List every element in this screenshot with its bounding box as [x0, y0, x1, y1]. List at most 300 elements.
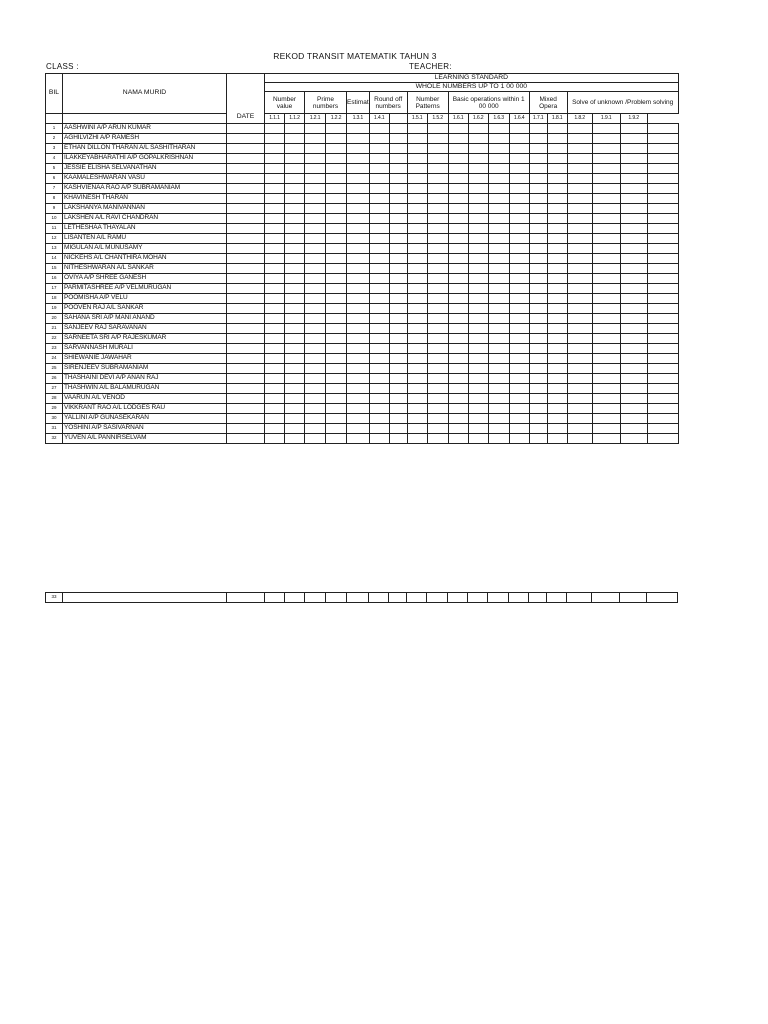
mark-cell[interactable] [389, 264, 407, 274]
mark-cell[interactable] [369, 344, 389, 354]
mark-cell[interactable] [620, 344, 647, 354]
mark-cell[interactable] [326, 224, 347, 234]
mark-cell[interactable] [369, 424, 389, 434]
mark-cell[interactable] [326, 414, 347, 424]
mark-cell[interactable] [567, 124, 592, 134]
mark-cell[interactable] [592, 254, 620, 264]
mark-cell[interactable] [529, 294, 547, 304]
mark-cell[interactable] [488, 434, 509, 444]
mark-cell[interactable] [468, 224, 488, 234]
mark-cell[interactable] [547, 174, 567, 184]
mark-cell[interactable] [389, 424, 407, 434]
mark-cell[interactable] [369, 284, 389, 294]
mark-cell[interactable] [427, 314, 448, 324]
mark-cell[interactable] [305, 434, 326, 444]
mark-cell[interactable] [547, 284, 567, 294]
date-cell[interactable] [227, 154, 265, 164]
mark-cell[interactable] [567, 284, 592, 294]
mark-cell[interactable] [369, 244, 389, 254]
date-cell[interactable] [227, 304, 265, 314]
mark-cell[interactable] [326, 384, 347, 394]
date-cell[interactable] [227, 164, 265, 174]
mark-cell[interactable] [468, 264, 488, 274]
mark-cell[interactable] [347, 184, 370, 194]
mark-cell[interactable] [547, 274, 567, 284]
mark-cell[interactable] [389, 324, 407, 334]
mark-cell[interactable] [592, 364, 620, 374]
mark-cell[interactable] [529, 304, 547, 314]
mark-cell[interactable] [509, 414, 529, 424]
date-cell[interactable] [227, 214, 265, 224]
mark-cell[interactable] [326, 394, 347, 404]
date-cell[interactable] [227, 294, 265, 304]
mark-cell[interactable] [369, 254, 389, 264]
mark-cell[interactable] [265, 134, 285, 144]
mark-cell[interactable] [305, 324, 326, 334]
mark-cell[interactable] [592, 144, 620, 154]
mark-cell[interactable] [488, 404, 509, 414]
mark-cell[interactable] [592, 284, 620, 294]
mark-cell[interactable] [305, 244, 326, 254]
mark-cell[interactable] [592, 334, 620, 344]
mark-cell[interactable] [389, 344, 407, 354]
mark-cell[interactable] [265, 264, 285, 274]
mark-cell[interactable] [488, 224, 509, 234]
mark-cell[interactable] [369, 194, 389, 204]
mark-cell[interactable] [468, 294, 488, 304]
mark-cell[interactable] [488, 134, 509, 144]
mark-cell[interactable] [509, 364, 529, 374]
mark-cell[interactable] [647, 204, 678, 214]
mark-cell[interactable] [468, 354, 488, 364]
mark-cell[interactable] [305, 184, 326, 194]
mark-cell[interactable] [592, 124, 620, 134]
mark-cell[interactable] [509, 424, 529, 434]
mark-cell[interactable] [620, 224, 647, 234]
mark-cell[interactable] [620, 234, 647, 244]
mark-cell[interactable] [347, 304, 370, 314]
mark-cell[interactable] [468, 154, 488, 164]
mark-cell[interactable] [427, 264, 448, 274]
mark-cell[interactable] [567, 344, 592, 354]
mark-cell[interactable] [647, 384, 678, 394]
mark-cell[interactable] [347, 384, 370, 394]
mark-cell[interactable] [529, 314, 547, 324]
mark-cell[interactable] [305, 314, 326, 324]
mark-cell[interactable] [407, 274, 427, 284]
mark-cell[interactable] [407, 254, 427, 264]
mark-cell[interactable] [509, 184, 529, 194]
mark-cell[interactable] [468, 204, 488, 214]
mark-cell[interactable] [427, 204, 448, 214]
mark-cell[interactable] [305, 304, 326, 314]
mark-cell[interactable] [647, 404, 678, 414]
mark-cell[interactable] [389, 314, 407, 324]
mark-cell[interactable] [285, 194, 305, 204]
mark-cell[interactable] [285, 304, 305, 314]
date-cell[interactable] [227, 174, 265, 184]
mark-cell[interactable] [547, 374, 567, 384]
mark-cell[interactable] [326, 174, 347, 184]
mark-cell[interactable] [305, 294, 326, 304]
mark-cell[interactable] [488, 304, 509, 314]
mark-cell[interactable] [567, 224, 592, 234]
mark-cell[interactable] [407, 424, 427, 434]
mark-cell[interactable] [647, 254, 678, 264]
date-cell[interactable] [227, 414, 265, 424]
mark-cell[interactable] [369, 184, 389, 194]
mark-cell[interactable] [468, 434, 488, 444]
mark-cell[interactable] [285, 364, 305, 374]
date-cell[interactable] [227, 244, 265, 254]
mark-cell[interactable] [285, 324, 305, 334]
mark-cell[interactable] [567, 194, 592, 204]
mark-cell[interactable] [647, 194, 678, 204]
mark-cell[interactable] [285, 374, 305, 384]
mark-cell[interactable] [347, 174, 370, 184]
mark-cell[interactable] [285, 264, 305, 274]
mark-cell[interactable] [285, 294, 305, 304]
mark-cell[interactable] [529, 334, 547, 344]
mark-cell[interactable] [326, 424, 347, 434]
mark-cell[interactable] [448, 234, 468, 244]
mark-cell[interactable] [620, 154, 647, 164]
mark-cell[interactable] [448, 344, 468, 354]
mark-cell[interactable] [488, 414, 509, 424]
mark-cell[interactable] [389, 164, 407, 174]
mark-cell[interactable] [547, 164, 567, 174]
mark-cell[interactable] [647, 334, 678, 344]
mark-cell[interactable] [468, 274, 488, 284]
date-cell[interactable] [227, 374, 265, 384]
date-cell[interactable] [227, 593, 265, 603]
mark-cell[interactable] [305, 414, 326, 424]
mark-cell[interactable] [620, 254, 647, 264]
mark-cell[interactable] [427, 404, 448, 414]
mark-cell[interactable] [427, 124, 448, 134]
mark-cell[interactable] [509, 294, 529, 304]
mark-cell[interactable] [567, 384, 592, 394]
mark-cell[interactable] [265, 164, 285, 174]
mark-cell[interactable] [305, 144, 326, 154]
mark-cell[interactable] [488, 354, 509, 364]
mark-cell[interactable] [547, 294, 567, 304]
mark-cell[interactable] [265, 144, 285, 154]
mark-cell[interactable] [509, 214, 529, 224]
mark-cell[interactable] [407, 214, 427, 224]
mark-cell[interactable] [326, 593, 347, 603]
mark-cell[interactable] [488, 284, 509, 294]
mark-cell[interactable] [509, 324, 529, 334]
mark-cell[interactable] [285, 144, 305, 154]
mark-cell[interactable] [488, 214, 509, 224]
mark-cell[interactable] [369, 174, 389, 184]
mark-cell[interactable] [305, 254, 326, 264]
mark-cell[interactable] [326, 274, 347, 284]
mark-cell[interactable] [427, 144, 448, 154]
mark-cell[interactable] [592, 304, 620, 314]
mark-cell[interactable] [509, 124, 529, 134]
mark-cell[interactable] [567, 234, 592, 244]
mark-cell[interactable] [488, 254, 509, 264]
mark-cell[interactable] [509, 374, 529, 384]
mark-cell[interactable] [347, 354, 370, 364]
mark-cell[interactable] [547, 354, 567, 364]
mark-cell[interactable] [369, 324, 389, 334]
mark-cell[interactable] [427, 184, 448, 194]
mark-cell[interactable] [509, 204, 529, 214]
mark-cell[interactable] [427, 374, 448, 384]
mark-cell[interactable] [448, 134, 468, 144]
mark-cell[interactable] [305, 284, 326, 294]
mark-cell[interactable] [647, 124, 678, 134]
mark-cell[interactable] [326, 134, 347, 144]
mark-cell[interactable] [592, 414, 620, 424]
mark-cell[interactable] [448, 294, 468, 304]
mark-cell[interactable] [389, 224, 407, 234]
mark-cell[interactable] [529, 344, 547, 354]
mark-cell[interactable] [448, 414, 468, 424]
mark-cell[interactable] [488, 324, 509, 334]
mark-cell[interactable] [488, 194, 509, 204]
mark-cell[interactable] [488, 154, 509, 164]
mark-cell[interactable] [529, 404, 547, 414]
mark-cell[interactable] [347, 424, 370, 434]
mark-cell[interactable] [567, 164, 592, 174]
mark-cell[interactable] [592, 224, 620, 234]
mark-cell[interactable] [567, 334, 592, 344]
mark-cell[interactable] [305, 214, 326, 224]
mark-cell[interactable] [592, 274, 620, 284]
mark-cell[interactable] [547, 134, 567, 144]
mark-cell[interactable] [468, 144, 488, 154]
mark-cell[interactable] [509, 234, 529, 244]
mark-cell[interactable] [389, 194, 407, 204]
mark-cell[interactable] [509, 264, 529, 274]
mark-cell[interactable] [620, 144, 647, 154]
mark-cell[interactable] [448, 324, 468, 334]
mark-cell[interactable] [389, 134, 407, 144]
mark-cell[interactable] [647, 424, 678, 434]
mark-cell[interactable] [389, 384, 407, 394]
mark-cell[interactable] [347, 154, 370, 164]
mark-cell[interactable] [369, 434, 389, 444]
mark-cell[interactable] [265, 304, 285, 314]
mark-cell[interactable] [468, 384, 488, 394]
mark-cell[interactable] [407, 124, 427, 134]
mark-cell[interactable] [369, 404, 389, 414]
mark-cell[interactable] [389, 244, 407, 254]
mark-cell[interactable] [529, 174, 547, 184]
mark-cell[interactable] [647, 434, 678, 444]
mark-cell[interactable] [448, 164, 468, 174]
mark-cell[interactable] [305, 264, 326, 274]
mark-cell[interactable] [488, 244, 509, 254]
mark-cell[interactable] [468, 304, 488, 314]
mark-cell[interactable] [647, 174, 678, 184]
mark-cell[interactable] [620, 194, 647, 204]
mark-cell[interactable] [265, 593, 285, 603]
mark-cell[interactable] [347, 204, 370, 214]
mark-cell[interactable] [265, 404, 285, 414]
mark-cell[interactable] [389, 364, 407, 374]
mark-cell[interactable] [468, 593, 488, 603]
mark-cell[interactable] [620, 204, 647, 214]
mark-cell[interactable] [448, 354, 468, 364]
mark-cell[interactable] [265, 314, 285, 324]
mark-cell[interactable] [468, 284, 488, 294]
mark-cell[interactable] [509, 384, 529, 394]
mark-cell[interactable] [509, 164, 529, 174]
mark-cell[interactable] [347, 314, 370, 324]
mark-cell[interactable] [620, 124, 647, 134]
mark-cell[interactable] [285, 274, 305, 284]
mark-cell[interactable] [547, 124, 567, 134]
mark-cell[interactable] [529, 434, 547, 444]
mark-cell[interactable] [529, 124, 547, 134]
date-cell[interactable] [227, 284, 265, 294]
mark-cell[interactable] [326, 264, 347, 274]
mark-cell[interactable] [369, 154, 389, 164]
mark-cell[interactable] [369, 334, 389, 344]
mark-cell[interactable] [389, 124, 407, 134]
mark-cell[interactable] [347, 254, 370, 264]
mark-cell[interactable] [567, 304, 592, 314]
mark-cell[interactable] [567, 184, 592, 194]
mark-cell[interactable] [427, 384, 448, 394]
mark-cell[interactable] [647, 264, 678, 274]
mark-cell[interactable] [407, 164, 427, 174]
mark-cell[interactable] [369, 384, 389, 394]
mark-cell[interactable] [647, 214, 678, 224]
mark-cell[interactable] [369, 354, 389, 364]
mark-cell[interactable] [468, 334, 488, 344]
mark-cell[interactable] [265, 234, 285, 244]
mark-cell[interactable] [620, 264, 647, 274]
mark-cell[interactable] [407, 294, 427, 304]
mark-cell[interactable] [265, 204, 285, 214]
mark-cell[interactable] [647, 154, 678, 164]
mark-cell[interactable] [326, 154, 347, 164]
mark-cell[interactable] [647, 344, 678, 354]
mark-cell[interactable] [529, 324, 547, 334]
mark-cell[interactable] [265, 154, 285, 164]
mark-cell[interactable] [285, 164, 305, 174]
mark-cell[interactable] [592, 354, 620, 364]
mark-cell[interactable] [547, 224, 567, 234]
mark-cell[interactable] [407, 434, 427, 444]
mark-cell[interactable] [547, 344, 567, 354]
mark-cell[interactable] [305, 374, 326, 384]
mark-cell[interactable] [265, 214, 285, 224]
mark-cell[interactable] [567, 434, 592, 444]
mark-cell[interactable] [592, 593, 620, 603]
mark-cell[interactable] [427, 593, 448, 603]
date-cell[interactable] [227, 134, 265, 144]
mark-cell[interactable] [326, 214, 347, 224]
mark-cell[interactable] [407, 374, 427, 384]
date-cell[interactable] [227, 384, 265, 394]
mark-cell[interactable] [567, 214, 592, 224]
mark-cell[interactable] [347, 374, 370, 384]
mark-cell[interactable] [647, 144, 678, 154]
mark-cell[interactable] [265, 124, 285, 134]
mark-cell[interactable] [547, 404, 567, 414]
mark-cell[interactable] [285, 434, 305, 444]
mark-cell[interactable] [547, 154, 567, 164]
mark-cell[interactable] [407, 234, 427, 244]
mark-cell[interactable] [592, 424, 620, 434]
mark-cell[interactable] [567, 244, 592, 254]
mark-cell[interactable] [326, 234, 347, 244]
mark-cell[interactable] [448, 314, 468, 324]
mark-cell[interactable] [305, 134, 326, 144]
mark-cell[interactable] [488, 264, 509, 274]
mark-cell[interactable] [620, 134, 647, 144]
mark-cell[interactable] [592, 174, 620, 184]
mark-cell[interactable] [265, 394, 285, 404]
mark-cell[interactable] [488, 314, 509, 324]
mark-cell[interactable] [285, 154, 305, 164]
mark-cell[interactable] [448, 264, 468, 274]
mark-cell[interactable] [488, 204, 509, 214]
mark-cell[interactable] [647, 414, 678, 424]
mark-cell[interactable] [389, 414, 407, 424]
mark-cell[interactable] [468, 164, 488, 174]
mark-cell[interactable] [488, 374, 509, 384]
mark-cell[interactable] [547, 254, 567, 264]
mark-cell[interactable] [265, 424, 285, 434]
mark-cell[interactable] [407, 404, 427, 414]
mark-cell[interactable] [488, 424, 509, 434]
mark-cell[interactable] [326, 124, 347, 134]
mark-cell[interactable] [509, 304, 529, 314]
mark-cell[interactable] [347, 593, 369, 603]
mark-cell[interactable] [305, 154, 326, 164]
mark-cell[interactable] [347, 394, 370, 404]
mark-cell[interactable] [567, 134, 592, 144]
mark-cell[interactable] [427, 154, 448, 164]
mark-cell[interactable] [389, 144, 407, 154]
mark-cell[interactable] [326, 204, 347, 214]
mark-cell[interactable] [620, 304, 647, 314]
mark-cell[interactable] [547, 194, 567, 204]
mark-cell[interactable] [369, 124, 389, 134]
mark-cell[interactable] [647, 244, 678, 254]
mark-cell[interactable] [448, 374, 468, 384]
mark-cell[interactable] [468, 244, 488, 254]
mark-cell[interactable] [547, 334, 567, 344]
mark-cell[interactable] [592, 404, 620, 414]
mark-cell[interactable] [567, 274, 592, 284]
mark-cell[interactable] [326, 334, 347, 344]
mark-cell[interactable] [620, 384, 647, 394]
mark-cell[interactable] [285, 244, 305, 254]
mark-cell[interactable] [488, 344, 509, 354]
date-cell[interactable] [227, 334, 265, 344]
date-cell[interactable] [227, 234, 265, 244]
mark-cell[interactable] [427, 434, 448, 444]
mark-cell[interactable] [427, 324, 448, 334]
mark-cell[interactable] [468, 174, 488, 184]
mark-cell[interactable] [592, 234, 620, 244]
date-cell[interactable] [227, 204, 265, 214]
mark-cell[interactable] [407, 394, 427, 404]
mark-cell[interactable] [468, 254, 488, 264]
mark-cell[interactable] [265, 194, 285, 204]
mark-cell[interactable] [347, 294, 370, 304]
mark-cell[interactable] [509, 154, 529, 164]
